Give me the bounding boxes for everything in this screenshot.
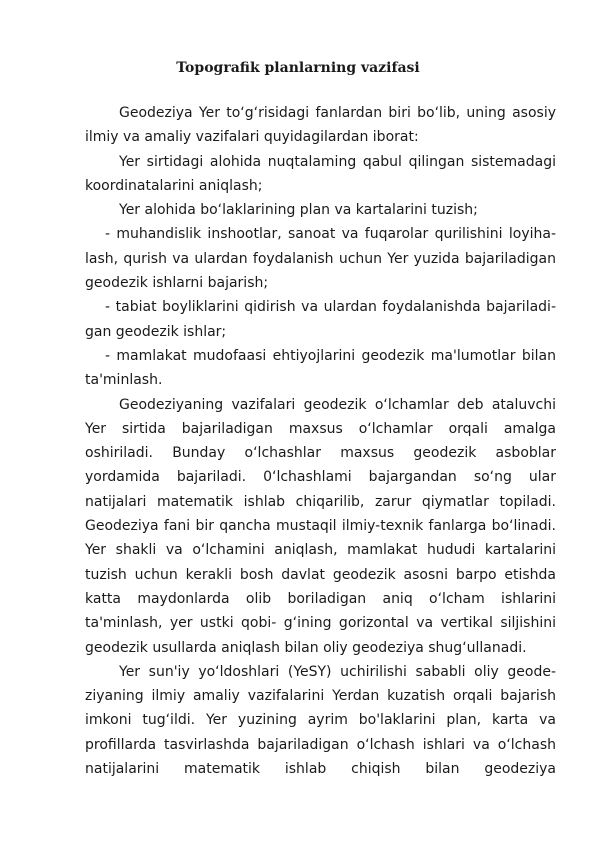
document-title: Topografik planlarning vazifasi (176, 60, 420, 76)
list-item-defense: - mamlakat mudofaasi ehtiyojlarini geodezik ma'lumotlar bilan ta'minlash. (85, 347, 556, 389)
paragraph-task-maps: Yer alohida bo‘laklarining plan va kartalarini tuzish; (119, 202, 478, 219)
paragraph-intro: Geodeziya Yer to‘g‘risidagi fanlardan biri bo‘lib, uning asosiy ilmiy va amaliy vazifalari quyidagilardan iborat: (85, 105, 556, 146)
list-item-engineering: - muhandislik inshootlar, sanoat va fuqarolar qurilishini loyiha-lash, qurish va ulardan foydalanish uchun Yer yuzida bajariladigan geodezik ishlarni bajarish; (85, 226, 556, 292)
paragraph-task-coordinates: Yer sirtidagi alohida nuqtalaming qabul qilingan sistemadagi koordinatalarini aniqlash; (85, 153, 556, 194)
paragraph-satellites: Yer sun'iy yo‘ldoshlari (YeSY) uchirilishi sababli oliy geode-ziyaning ilmiy amaliy vazifalarini Yerdan kuzatish orqali bajarish imkoni tug‘ildi. Yer yuzining ayrim bo'laklarini plan, karta va profillarda tasvirlashda bajariladigan o‘lchash ishlari va o‘lchash natijalarini matematik ishlab chiqish bilan geodeziya (85, 663, 556, 778)
paragraph-measurements: Geodeziyaning vazifalari geodezik o‘lchamlar deb ataluvchi Yer sirtida bajariladigan maxsus o‘lchamlar orqali amalga oshiriladi. Bunday o‘lchashlar maxsus geodezik asboblar yordamida bajariladi. 0‘lchashlami bajargandan so‘ng ular natijalari matematik ishlab chiqarilib, zarur qiymatlar topiladi. Geodeziya fani bir qancha mustaqil ilmiy-texnik fanlarga bo‘linadi. Yer shakli va o‘lchamini aniqlash, mamlakat hududi kartalarini tuzish uchun kerakli bosh davlat geodezik asosni barpo etishda katta maydonlarda olib boriladigan aniq o‘lcham ishlarini ta'minlash, yer ustki qobi- g‘ining gorizontal va vertikal siljishini geodezik usullarda aniqlash bilan oliy geodeziya shug‘ullanadi. (85, 396, 556, 656)
body-text (85, 101, 556, 781)
list-item-resources: - tabiat boyliklarini qidirish va ulardan foydalanishda bajariladi- gan geodezik ishlar; (85, 299, 556, 340)
